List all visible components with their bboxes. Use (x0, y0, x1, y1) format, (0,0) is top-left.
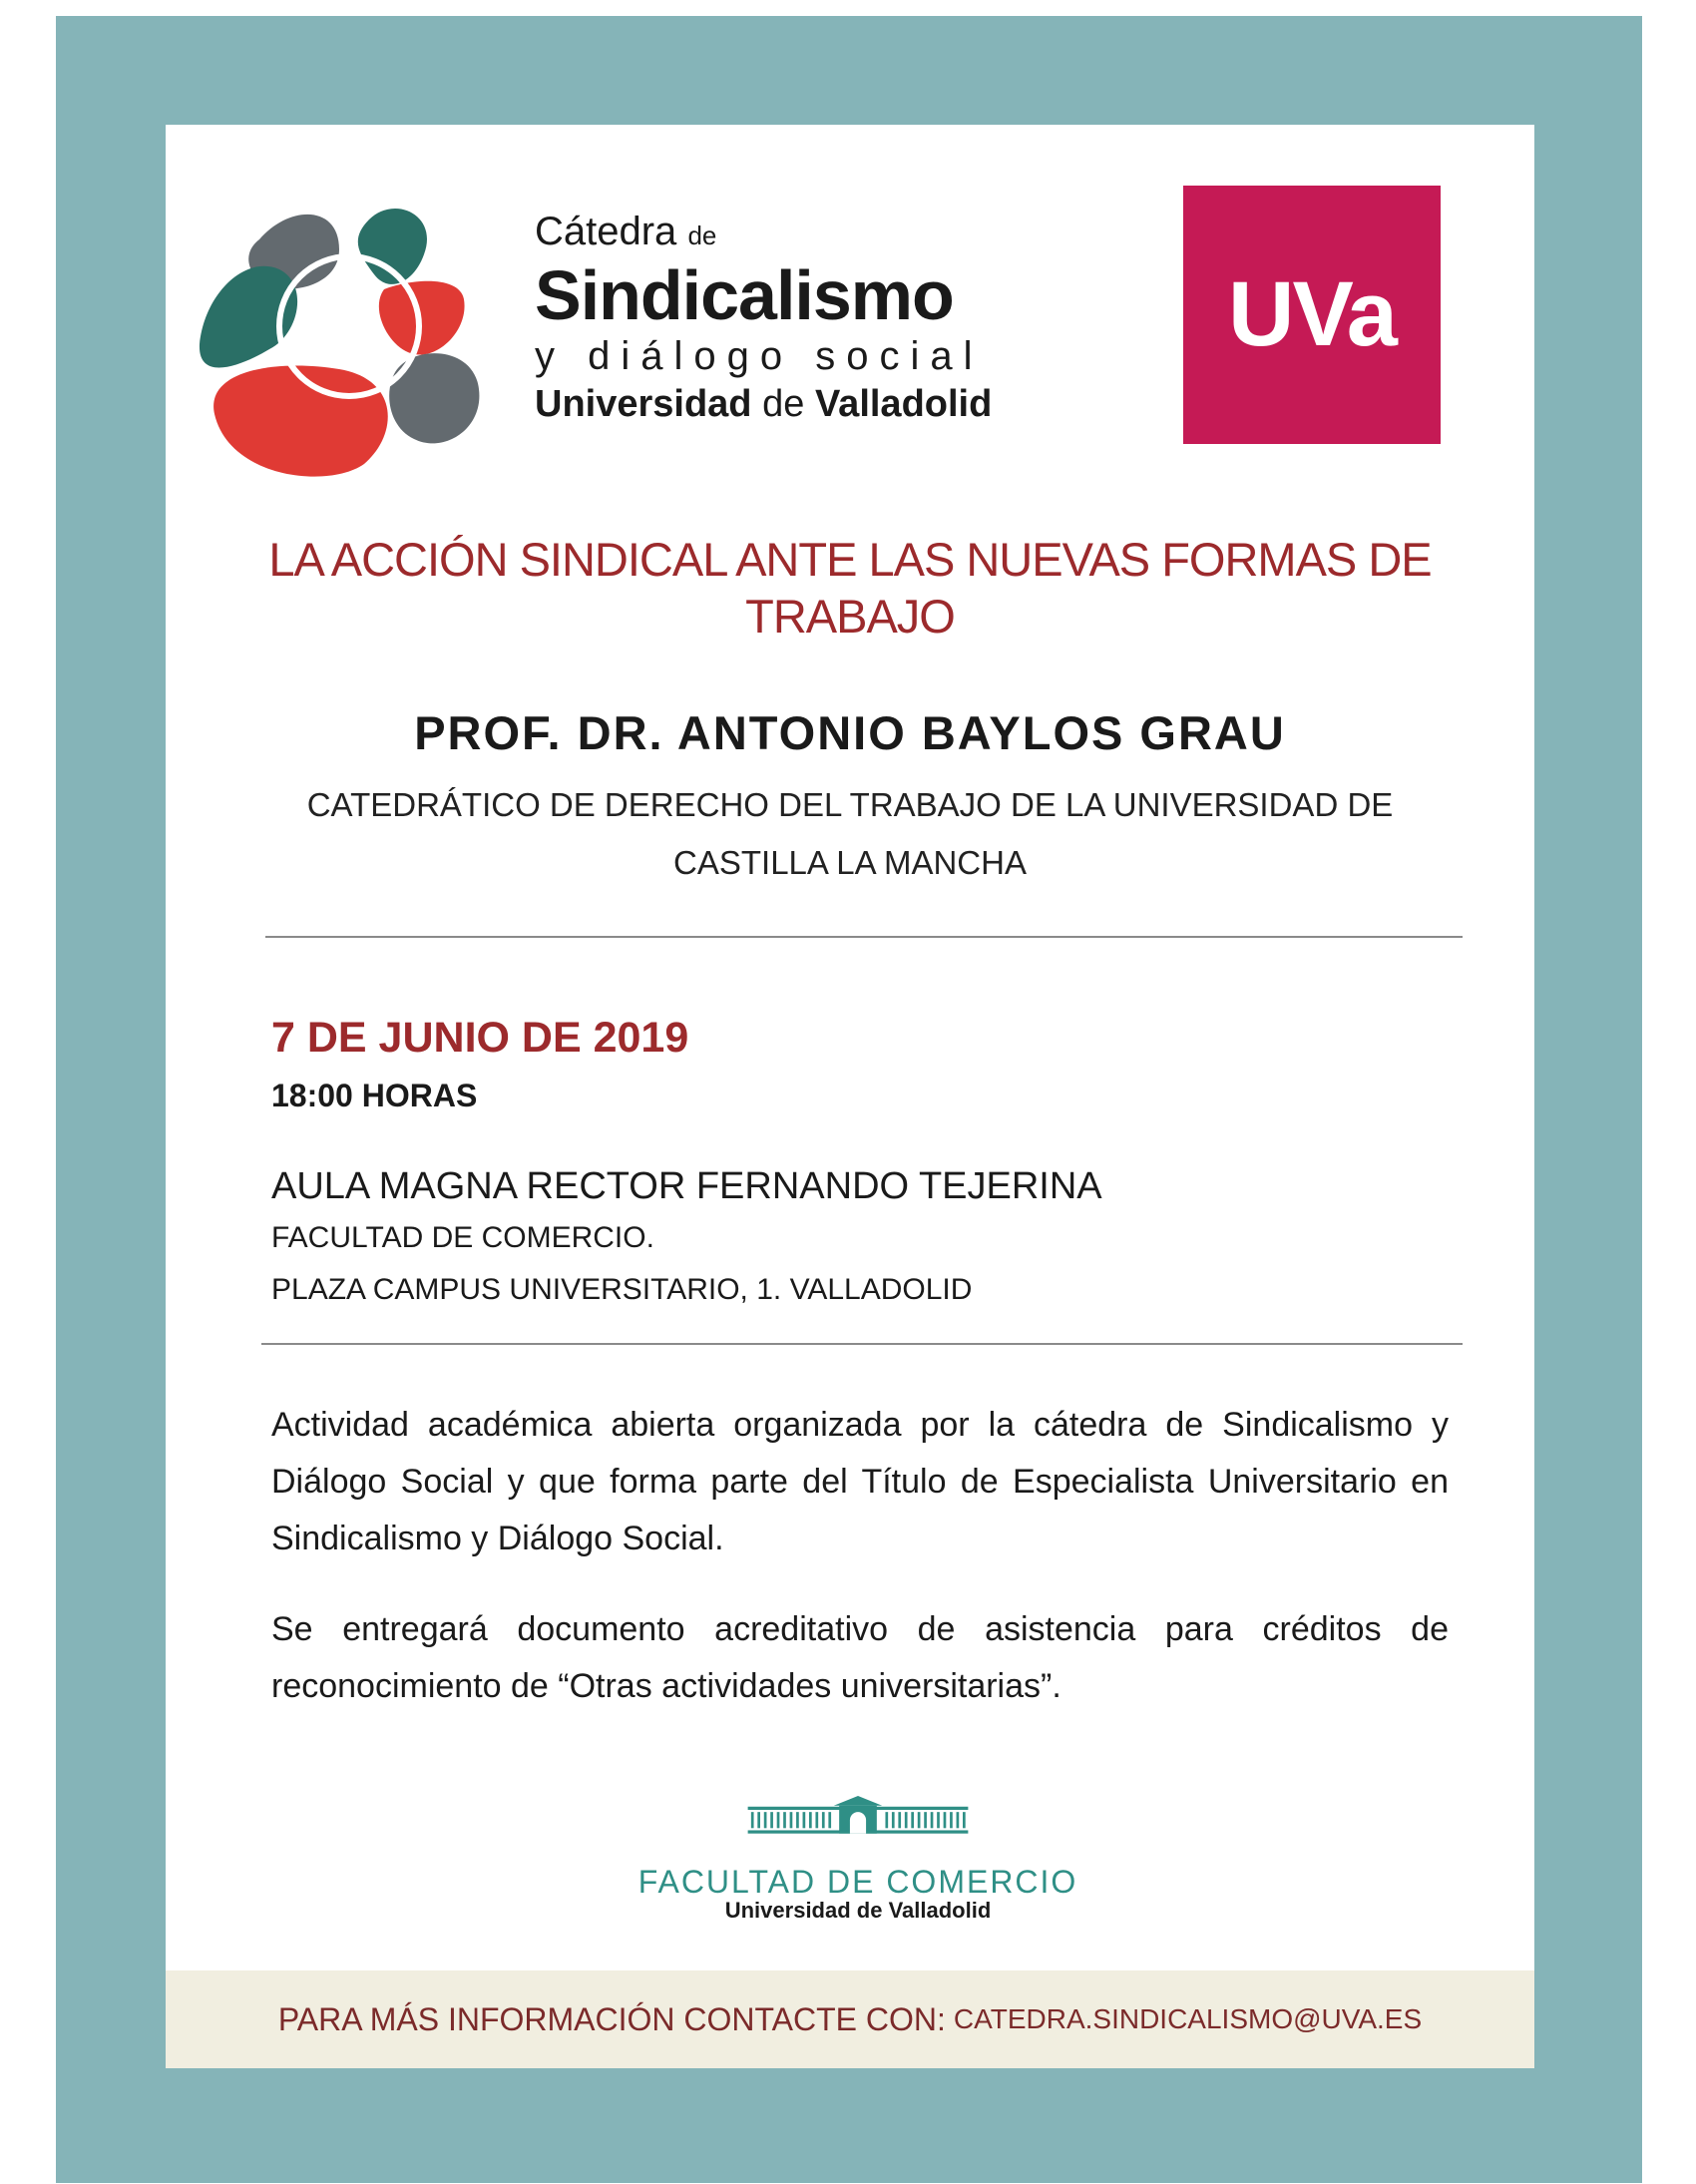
footer-label: PARA MÁS INFORMACIÓN CONTACTE CON: (277, 2000, 946, 2037)
faculty-university: Universidad de Valladolid (724, 1898, 992, 1923)
event-venue: AULA MAGNA RECTOR FERNANDO TEJERINA (271, 1165, 1102, 1207)
event-time: 18:00 HORAS (271, 1078, 478, 1113)
certificate-paragraph: Se entregará documento acreditativo de asistencia para créditos de reconocimiento de “Otras actividades universitarias”. (271, 1610, 1449, 1705)
title-line1: LA ACCIÓN SINDICAL ANTE LAS NUEVAS FORMAS DE (268, 533, 1432, 586)
speaker-role-line1: CATEDRÁTICO DE DERECHO DEL TRABAJO DE LA UNIVERSIDAD DE (306, 786, 1394, 823)
event-date: 7 DE JUNIO DE 2019 (271, 1014, 689, 1062)
contact-email-link[interactable]: CATEDRA.SINDICALISMO@UVA.ES (953, 2003, 1423, 2034)
event-title (166, 531, 1534, 645)
venue-line3: PLAZA CAMPUS UNIVERSITARIO, 1. VALLADOLID (271, 1273, 973, 1306)
uva-logo (1183, 186, 1441, 444)
catedra-wordmark (535, 210, 992, 429)
catedra-univ-de: de (762, 383, 805, 425)
divider-bottom (261, 1343, 1463, 1345)
divider-top (265, 936, 1463, 938)
catedra-univ: Universidad (535, 383, 752, 425)
speaker-role-line2: CASTILLA LA MANCHA (673, 844, 1027, 881)
faculty-name: FACULTAD DE COMERCIO (637, 1864, 1078, 1900)
catedra-line3: y diálogo social (535, 334, 984, 378)
catedra-univ-city: Valladolid (814, 383, 993, 425)
uva-logo-text: UVa (1228, 263, 1396, 365)
catedra-word: Cátedra (535, 210, 677, 253)
speaker-name: PROF. DR. ANTONIO BAYLOS GRAU (414, 706, 1286, 759)
catedra-line2: Sindicalismo (535, 256, 954, 334)
catedra-blobs-logo-icon (190, 195, 489, 484)
description-paragraph: Actividad académica abierta organizada por la cátedra de Sindicalismo y Diálogo Social y que forma parte del Título de Especialista Universitario en Sindicalismo y Diálogo Social. (271, 1406, 1449, 1557)
venue-line2: FACULTAD DE COMERCIO. (271, 1221, 654, 1254)
contact-footer (166, 1970, 1534, 2068)
catedra-de: de (687, 220, 717, 250)
title-line2: TRABAJO (745, 590, 955, 643)
speaker-role (166, 776, 1534, 892)
catedra-line4 (535, 379, 992, 429)
catedra-line1 (535, 210, 992, 257)
faculty-building-icon (653, 1796, 1062, 1866)
